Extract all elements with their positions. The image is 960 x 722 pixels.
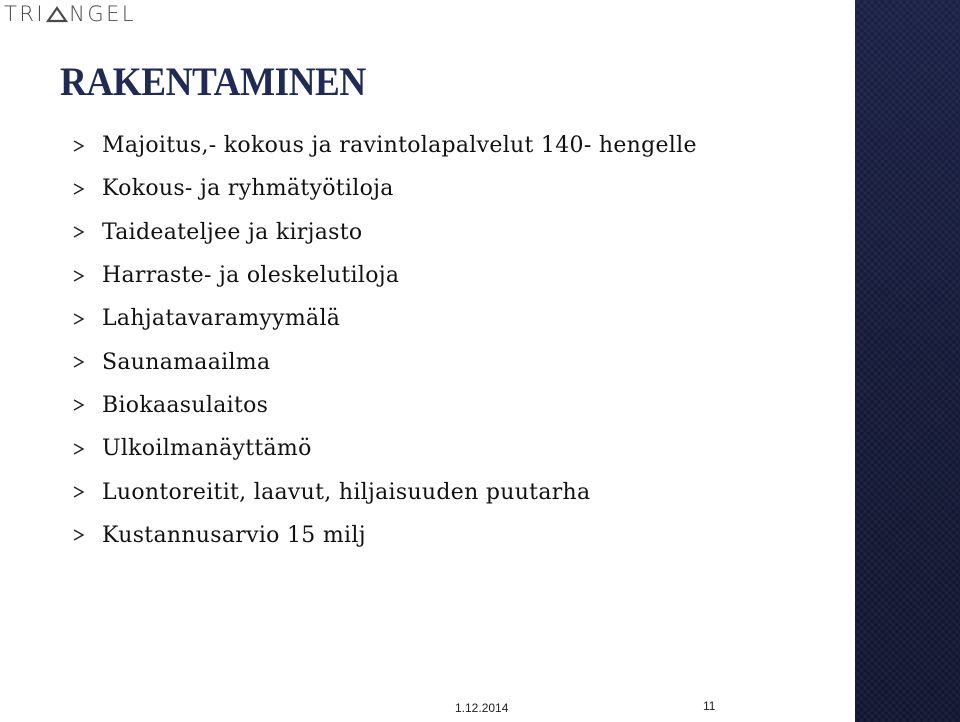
arrowhead-bullet-icon <box>72 355 86 369</box>
bullet-item <box>72 297 697 340</box>
footer-date: 1.12.2014 <box>455 701 509 715</box>
bullet-item <box>72 384 697 427</box>
bullet-item <box>72 514 697 557</box>
triangel-logo <box>4 3 136 25</box>
bullet-text: Luontoreitit, laavut, hiljaisuuden puutarha <box>102 479 591 505</box>
arrowhead-bullet-icon <box>72 225 86 239</box>
bullet-item <box>72 167 697 210</box>
arrowhead-bullet-icon <box>72 398 86 412</box>
bullet-text: Ulkoilmanäyttämö <box>102 436 312 462</box>
bullet-item <box>72 427 697 470</box>
bullet-text: Lahjatavaramyymälä <box>102 306 341 332</box>
bullet-item <box>72 124 697 167</box>
page-number: 11 <box>703 699 716 713</box>
bullet-item <box>72 211 697 254</box>
bullet-text: Harraste- ja oleskelutiloja <box>102 263 400 289</box>
slide-title: RAKENTAMINEN <box>60 59 366 104</box>
logo-text-left: TRI <box>4 2 46 26</box>
arrowhead-bullet-icon <box>72 528 86 542</box>
logo-text-right: NGEL <box>69 2 137 26</box>
bullet-text: Taideateljee ja kirjasto <box>102 219 363 245</box>
arrowhead-bullet-icon <box>72 139 86 153</box>
bullet-list <box>72 124 697 557</box>
arrowhead-bullet-icon <box>72 485 86 499</box>
arrowhead-bullet-icon <box>72 312 86 326</box>
arrowhead-bullet-icon <box>72 442 86 456</box>
arrowhead-bullet-icon <box>72 182 86 196</box>
triangle-logo-icon <box>46 4 68 24</box>
bullet-text: Kokous- ja ryhmätyötiloja <box>102 176 394 202</box>
bullet-text: Saunamaailma <box>102 349 271 375</box>
bullet-item <box>72 254 697 297</box>
bullet-text: Kustannusarvio 15 milj <box>102 522 366 548</box>
bullet-item <box>72 470 697 513</box>
bullet-text: Biokaasulaitos <box>102 392 269 418</box>
arrowhead-bullet-icon <box>72 269 86 283</box>
bullet-text: Majoitus,- kokous ja ravintolapalvelut 140- hengelle <box>102 133 697 159</box>
bullet-item <box>72 340 697 383</box>
decorative-side-panel <box>855 0 960 722</box>
